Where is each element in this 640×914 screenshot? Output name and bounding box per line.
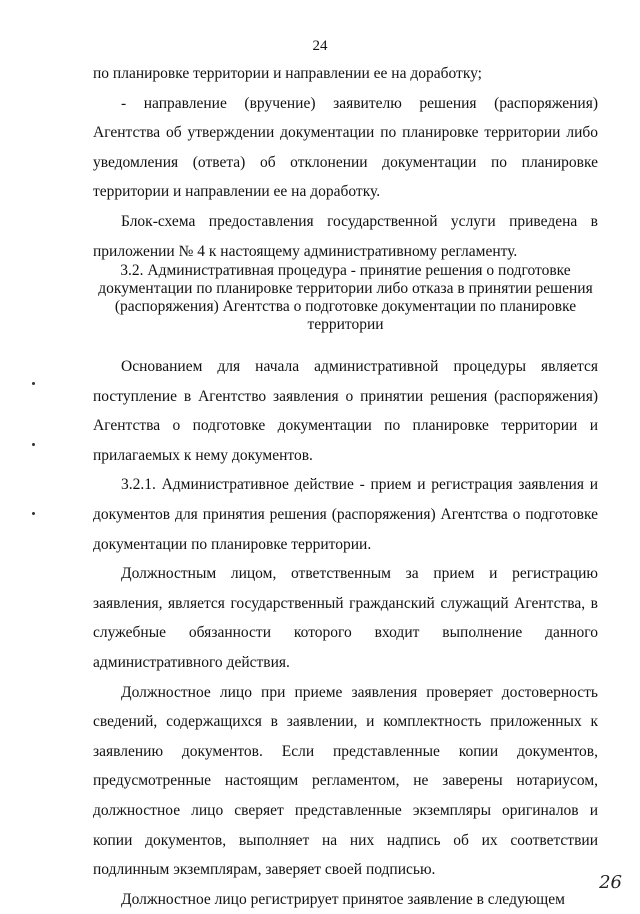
paragraph: Должностное лицо при приеме заявления проверяет достоверность сведений, содержащихся в заявлении, и комплектность приложенных к заявлению документов. Если представленные копии документов, предусмотренные настоящим регламентом, не заверены нотариусом, должностное лицо сверяет представленные экземпляры оригиналов и копии документов, выполняет на них надпись об их соответствии подлинным экземплярам, заверяет своей подписью. — [93, 683, 598, 879]
bottom-text-block — [93, 352, 598, 914]
paragraph: 3.2.1. Административное действие - прием и регистрация заявления и документов для принятия решения (распоряжения) Агентства о подготовке документации по планировке территории. — [93, 476, 598, 553]
heading-line: (распоряжения) Агентства о подготовке документации по планировке — [114, 298, 577, 315]
heading-line: 3.2. Административная процедура - принятие решения о подготовке — [120, 262, 571, 279]
heading-line: документации по планировке территории либо отказа в принятии решения — [98, 280, 593, 297]
paragraph: по планировке территории и направлении ее на доработку; — [93, 65, 482, 82]
page-number: 24 — [312, 38, 328, 54]
paragraph: Основанием для начала административной процедуры является поступление в Агентство заявления о принятии решения (распоряжения) Агентства о подготовке документации по планировке территории и прилагаемых к нему документов. — [93, 358, 598, 464]
paragraph: - направление (вручение) заявителю решения (распоряжения) Агентства об утверждении документации по планировке территории либо уведомления (ответа) об отклонении документации по планировке территории и направлении ее на доработку. — [93, 94, 598, 201]
paragraph: Должностное лицо регистрирует принятое заявление в следующем — [121, 890, 565, 908]
heading-line: территории — [307, 316, 384, 333]
top-text-block — [93, 59, 598, 266]
paragraph: Блок-схема предоставления государственной услуги приведена в приложении № 4 к настоящему административному регламенту. — [93, 212, 598, 260]
handwritten-page-number: 26 — [599, 872, 622, 893]
scan-speck — [32, 443, 35, 446]
scan-speck — [32, 512, 35, 515]
section-heading — [93, 262, 598, 334]
scan-speck — [32, 382, 35, 385]
paragraph: Должностным лицом, ответственным за прием и регистрацию заявления, является государственный гражданский служащий Агентства, в служебные обязанности которого входит выполнение данного административного действия. — [93, 565, 598, 671]
